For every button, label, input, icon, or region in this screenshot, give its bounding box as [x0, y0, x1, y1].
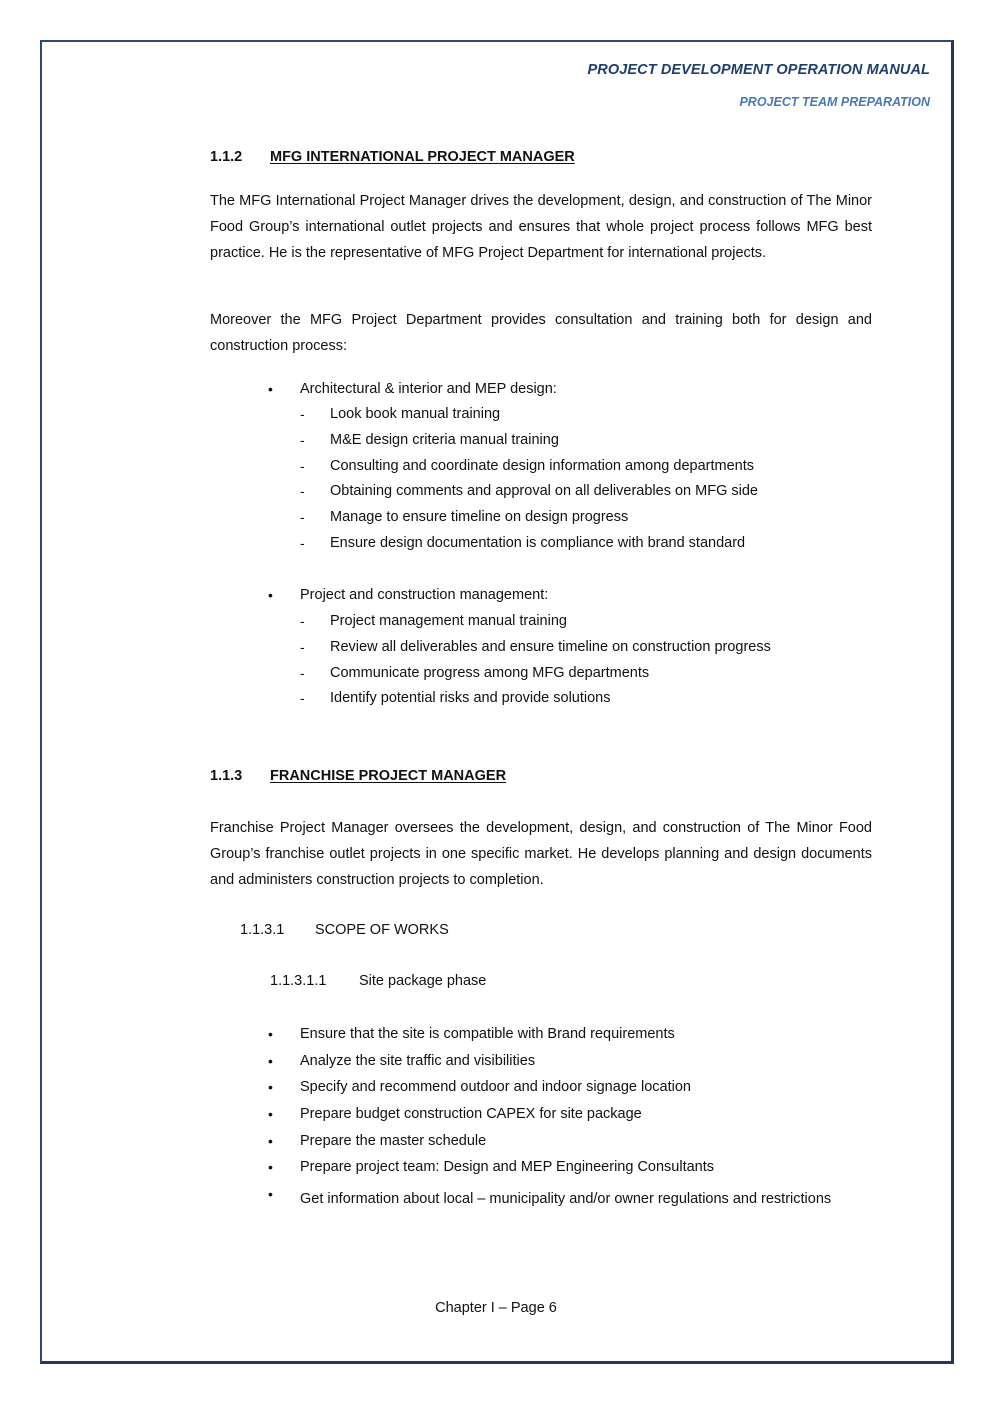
dash-icon: -	[300, 432, 305, 448]
subsection-heading-1-1-3-1	[240, 922, 449, 938]
dash-icon: -	[300, 639, 305, 655]
paragraph-intro: The MFG International Project Manager drives the development, design, and construction of The Minor Food Group’s international outlet projects and ensures that whole project process follows MFG best practice. He is the representative of MFG Project Department for international projects.	[210, 193, 872, 261]
dash-icon: -	[300, 483, 305, 499]
dash-icon: -	[300, 690, 305, 706]
subsection-number: 1.1.3.1	[240, 922, 285, 938]
group-label: Architectural & interior and MEP design:	[300, 381, 557, 397]
bullet-icon: •	[268, 1106, 273, 1122]
subsection-title: SCOPE OF WORKS	[315, 922, 449, 938]
section-heading-1-1-3	[210, 768, 506, 784]
list-item-text: Get information about local – municipality and/or owner regulations and restrictions	[300, 1191, 832, 1207]
bullet-icon: •	[268, 587, 273, 603]
page-footer: Chapter I – Page 6	[435, 1300, 557, 1316]
bullet-icon: •	[268, 1053, 273, 1069]
bullet-icon: •	[268, 1186, 273, 1202]
list-item-text: Project management manual training	[330, 613, 567, 629]
running-header-title: PROJECT DEVELOPMENT OPERATION MANUAL	[587, 62, 930, 78]
dash-icon: -	[300, 665, 305, 681]
paragraph-franchise: Franchise Project Manager oversees the development, design, and construction of The Minor Food Group’s franchise outlet projects in one specific market. He develops planning and design documents and administers construction projects to completion.	[210, 820, 872, 888]
list-item-text: Consulting and coordinate design information among departments	[330, 458, 754, 474]
list-item-text: M&E design criteria manual training	[330, 432, 559, 448]
subsubsection-number: 1.1.3.1.1	[270, 973, 327, 989]
dash-icon: -	[300, 535, 305, 551]
list-item-text: Communicate progress among MFG departments	[330, 665, 650, 681]
dash-icon: -	[300, 458, 305, 474]
dash-icon: -	[300, 406, 305, 422]
section-title: FRANCHISE PROJECT MANAGER	[270, 768, 507, 784]
list-item-text: Prepare project team: Design and MEP Engineering Consultants	[300, 1159, 715, 1175]
dash-icon: -	[300, 613, 305, 629]
bullet-icon: •	[268, 1079, 273, 1095]
list-item-text: Analyze the site traffic and visibilities	[300, 1053, 536, 1069]
group-label: Project and construction management:	[300, 587, 549, 603]
section-number: 1.1.3	[210, 768, 243, 784]
list-item-text: Manage to ensure timeline on design progress	[330, 509, 629, 525]
paragraph-consultation: Moreover the MFG Project Department provides consultation and training both for design and construction process:	[210, 312, 872, 354]
list-item-text: Ensure design documentation is compliance with brand standard	[330, 535, 746, 551]
section-heading-1-1-2	[210, 149, 575, 165]
list-item-text: Prepare the master schedule	[300, 1133, 487, 1149]
section-title: MFG INTERNATIONAL PROJECT MANAGER	[270, 149, 575, 165]
subsubsection-heading-1-1-3-1-1	[270, 973, 486, 989]
list-item-text: Review all deliverables and ensure timeline on construction progress	[330, 639, 771, 655]
list-item-text: Prepare budget construction CAPEX for site package	[300, 1106, 642, 1122]
subsubsection-title: Site package phase	[359, 973, 487, 989]
bullet-icon: •	[268, 1026, 273, 1042]
section-number: 1.1.2	[210, 149, 243, 165]
list-item-text: Identify potential risks and provide solutions	[330, 690, 611, 706]
list-item-text: Ensure that the site is compatible with Brand requirements	[300, 1026, 675, 1042]
bullet-icon: •	[268, 1133, 273, 1149]
list-item-text: Look book manual training	[330, 406, 501, 422]
list-item-text: Specify and recommend outdoor and indoor signage location	[300, 1079, 691, 1095]
dash-icon: -	[300, 509, 305, 525]
list-item-text: Obtaining comments and approval on all deliverables on MFG side	[330, 483, 758, 499]
running-header-subtitle: PROJECT TEAM PREPARATION	[739, 95, 930, 109]
bullet-icon: •	[268, 381, 273, 397]
bullet-icon: •	[268, 1159, 273, 1175]
